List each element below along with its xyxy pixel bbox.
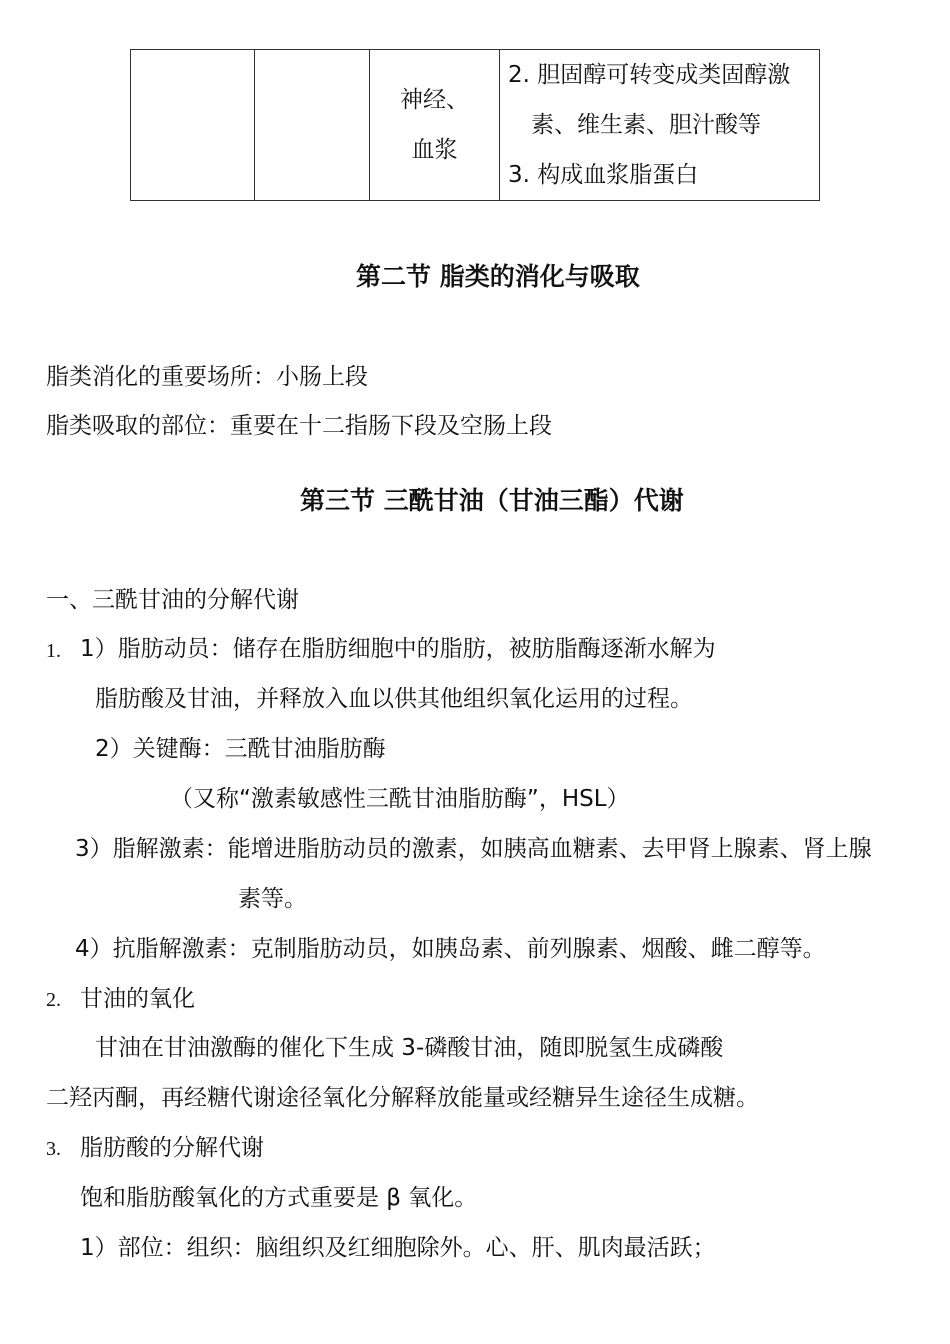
table-cell-empty-2 (255, 50, 370, 201)
item2-line-2: 二羟丙酮，再经糖代谢途径氧化分解释放能量或经糖异生途径生成糖。 (46, 1085, 759, 1111)
item2-line-1: 甘油在甘油激酶的催化下生成 3-磷酸甘油，随即脱氢生成磷酸 (95, 1035, 724, 1061)
section3-title: 第三节 三酰甘油（甘油三酯）代谢 (300, 486, 684, 515)
list-number-2: 2. (46, 989, 61, 1011)
table-cell-location (370, 50, 500, 201)
item1-line-2: 脂肪酸及甘油，并释放入血以供其他组织氧化运用的过程。 (95, 686, 693, 712)
item1-key-enzyme-note: （又称“激素敏感性三酰甘油脂肪酶”，HSL） (170, 786, 630, 812)
table-cell-line: 3. 构成血浆脂蛋白 (508, 162, 699, 188)
item3-line-2: 1）部位：组织：脑组织及红细胞除外。心、肝、肌肉最活跃； (80, 1235, 716, 1261)
section2-line-1: 脂类消化的重要场所：小肠上段 (46, 364, 368, 390)
item1-antilipolytic-hormones: 4）抗脂解激素：克制脂肪动员，如胰岛素、前列腺素、烟酸、雌二醇等。 (75, 936, 826, 962)
table-cell-empty-1 (131, 50, 255, 201)
item3-title: 脂肪酸的分解代谢 (80, 1135, 264, 1161)
continued-table (130, 49, 820, 201)
item1-line-1: 1）脂肪动员：储存在脂肪细胞中的脂肪，被肪脂酶逐渐水解为 (80, 636, 716, 662)
section2-line-2: 脂类吸取的部位：重要在十二指肠下段及空肠上段 (46, 413, 552, 439)
item1-key-enzyme: 2）关键酶：三酰甘油脂肪酶 (95, 736, 386, 762)
table-cell-line: 血浆 (411, 137, 458, 163)
item1-lipolytic-hormones-cont: 素等。 (238, 886, 307, 912)
item1-lipolytic-hormones: 3）脂解激素：能增进脂肪动员的激素，如胰高血糖素、去甲肾上腺素、肾上腺 (75, 836, 872, 862)
list-number-1: 1. (46, 640, 61, 662)
table-cell-line: 2. 胆固醇可转变成类固醇激 (508, 62, 791, 88)
table-cell-line: 素、维生素、胆汁酸等 (531, 112, 761, 138)
table-cell-function (500, 50, 820, 201)
section2-title: 第二节 脂类的消化与吸取 (356, 262, 640, 291)
section3-subtitle: 一、三酰甘油的分解代谢 (46, 587, 299, 613)
item2-title: 甘油的氧化 (80, 986, 195, 1012)
table-cell-line: 神经、 (400, 87, 469, 113)
item3-line-1: 饱和脂肪酸氧化的方式重要是 β 氧化。 (80, 1185, 478, 1211)
list-number-3: 3. (46, 1138, 61, 1160)
